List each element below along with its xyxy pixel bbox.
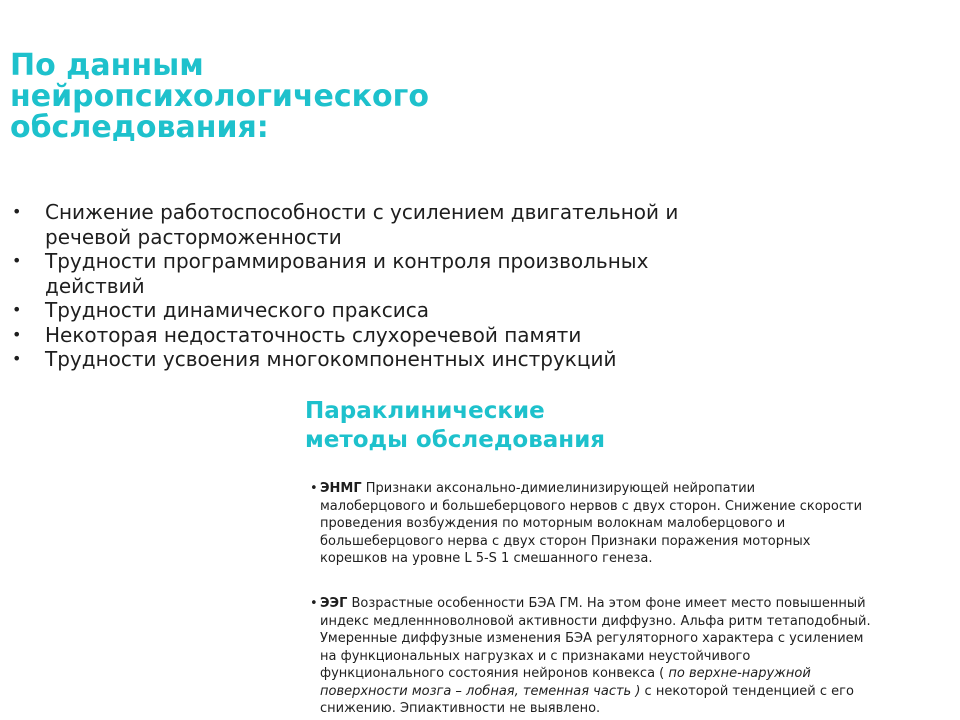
eeg-text: Возрастные особенности БЭА ГМ. На этом фоне имеет место повышенный [347,596,866,611]
enmg-text: малоберцового и большеберцового нервов с двух сторон. Снижение скорости [320,498,863,514]
eeg-italic-text: по верхне-наружной [668,666,811,681]
bullet-icon: • [310,596,318,611]
enmg-text: Признаки аксонально-димиелинизирующей нейропатии [361,481,756,496]
enmg-text: большеберцового нерва с двух сторон Признаки поражения моторных [320,533,811,549]
eeg-text: на функциональных нагрузках и с признаками неустойчивого [320,648,751,664]
enmg-text: проведения возбуждения по моторным волокнам малоберцового и [320,516,786,531]
list-item-text: Трудности усвоения многокомпонентных инструкций [45,347,617,371]
eeg-text: индекс медленнноволновой активности диффузно. Альфа ритм тетаподобный. [320,613,871,629]
section-title [305,397,725,455]
list-item-text: действий [45,273,145,298]
eeg-text: с некоторой тенденцией с его [640,683,854,699]
findings-list [12,200,772,372]
list-item [12,298,772,323]
bullet-icon: • [12,300,22,319]
eeg-text: функционального состояния нейронов конвекса ( [320,666,669,681]
list-item-text: Трудности программирования и контроля произвольных [45,249,649,273]
bullet-icon: • [12,324,22,344]
eeg-text: Умеренные диффузные изменения БЭА регуляторного характера с усилением [320,631,864,646]
list-item-text: речевой расторможенности [45,224,342,249]
page-title-line-2: нейропсихологического [10,79,429,114]
eeg-text: снижению. Эпиактивности не выявлено. [320,701,601,716]
enmg-label: ЭНМГ [320,481,362,496]
list-item [12,249,772,298]
bullet-icon: • [310,481,318,496]
list-item [12,200,772,249]
section-title-line-2: методы обследования [305,427,606,453]
list-item-text: Некоторая недостаточность слухоречевой памяти [45,322,582,347]
eeg-label: ЭЭГ [320,596,348,611]
list-item-text: Трудности динамического праксиса [45,298,430,322]
page-title-line-1: По данным [10,48,204,83]
section-title-line-1: Параклинические [305,398,545,424]
page-title [10,50,530,143]
eeg-paragraph [310,595,950,718]
bullet-icon: • [12,251,22,270]
enmg-paragraph [310,480,950,568]
page-title-line-3: обследования: [10,110,269,145]
eeg-italic-text: поверхности мозга – лобная, теменная часть ) [320,683,641,699]
list-item [12,347,772,372]
bullet-icon: • [12,202,22,221]
enmg-text: корешков на уровне L 5-S 1 смешанного генеза. [320,551,653,566]
bullet-icon: • [12,349,22,368]
list-item [12,323,772,348]
list-item-text: Снижение работоспособности с усилением двигательной и [45,200,679,224]
